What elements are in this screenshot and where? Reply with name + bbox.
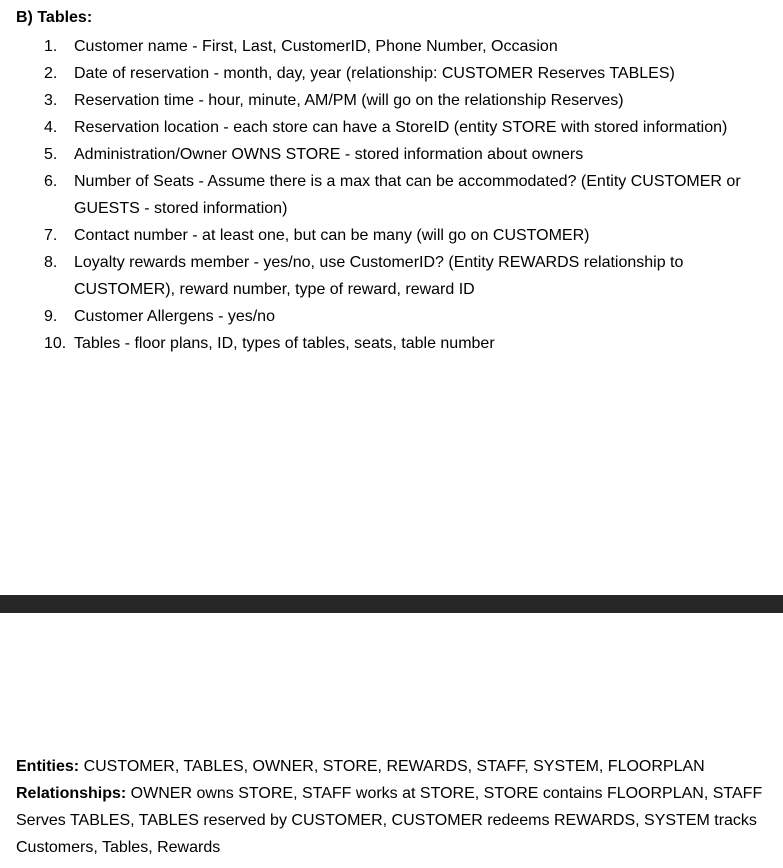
tables-section: [16, 6, 776, 357]
list-item: [16, 330, 776, 357]
list-item-number: 9.: [44, 308, 58, 325]
entities-text: CUSTOMER, TABLES, OWNER, STORE, REWARDS, STAFF, SYSTEM, FLOORPLAN: [79, 758, 705, 775]
list-item-number: 10.: [44, 335, 67, 352]
list-item-text: Contact number - at least one, but can be many (will go on CUSTOMER): [74, 227, 590, 244]
entities-paragraph: [16, 753, 776, 780]
list-item-text: Customer Allergens - yes/no: [74, 308, 275, 325]
list-item-number: 6.: [44, 173, 58, 190]
relationships-paragraph: [16, 780, 776, 861]
section-heading: B) Tables:: [16, 9, 93, 26]
list-item: [16, 33, 776, 60]
relationships-label: Relationships:: [16, 785, 127, 802]
list-item-number: 8.: [44, 254, 58, 271]
list-item-number: 4.: [44, 119, 58, 136]
list-item-text: Loyalty rewards member - yes/no, use CustomerID? (Entity REWARDS relationship to CUSTOMER), reward number, type of reward, reward ID: [74, 254, 684, 298]
list-item: [16, 60, 776, 87]
relationships-text: OWNER owns STORE, STAFF works at STORE, STORE contains FLOORPLAN, STAFF Serves TABLES, TABLES reserved by CUSTOMER, CUSTOMER redeems REWARDS, SYSTEM tracks Customers, Tables, Rewards: [16, 785, 763, 856]
list-item: [16, 168, 776, 222]
list-item-number: 3.: [44, 92, 58, 109]
summary-section: [16, 753, 776, 861]
list-item: [16, 222, 776, 249]
entities-label: Entities:: [16, 758, 80, 775]
list-item-number: 7.: [44, 227, 58, 244]
list-item-number: 2.: [44, 65, 58, 82]
list-item: [16, 303, 776, 330]
list-item-number: 5.: [44, 146, 58, 163]
list-item-text: Customer name - First, Last, CustomerID, Phone Number, Occasion: [74, 38, 558, 55]
requirements-list: [16, 33, 776, 357]
list-item: [16, 87, 776, 114]
list-item-text: Date of reservation - month, day, year (relationship: CUSTOMER Reserves TABLES): [74, 65, 675, 82]
list-item: [16, 141, 776, 168]
list-item: [16, 114, 776, 141]
list-item-text: Reservation location - each store can have a StoreID (entity STORE with stored information): [74, 119, 728, 136]
list-item-number: 1.: [44, 38, 58, 55]
page-divider: [0, 595, 783, 613]
list-item-text: Reservation time - hour, minute, AM/PM (will go on the relationship Reserves): [74, 92, 624, 109]
list-item-text: Tables - floor plans, ID, types of tables, seats, table number: [74, 335, 495, 352]
list-item-text: Number of Seats - Assume there is a max that can be accommodated? (Entity CUSTOMER or GUESTS - stored information): [74, 173, 741, 217]
list-item: [16, 249, 776, 303]
list-item-text: Administration/Owner OWNS STORE - stored information about owners: [74, 146, 584, 163]
